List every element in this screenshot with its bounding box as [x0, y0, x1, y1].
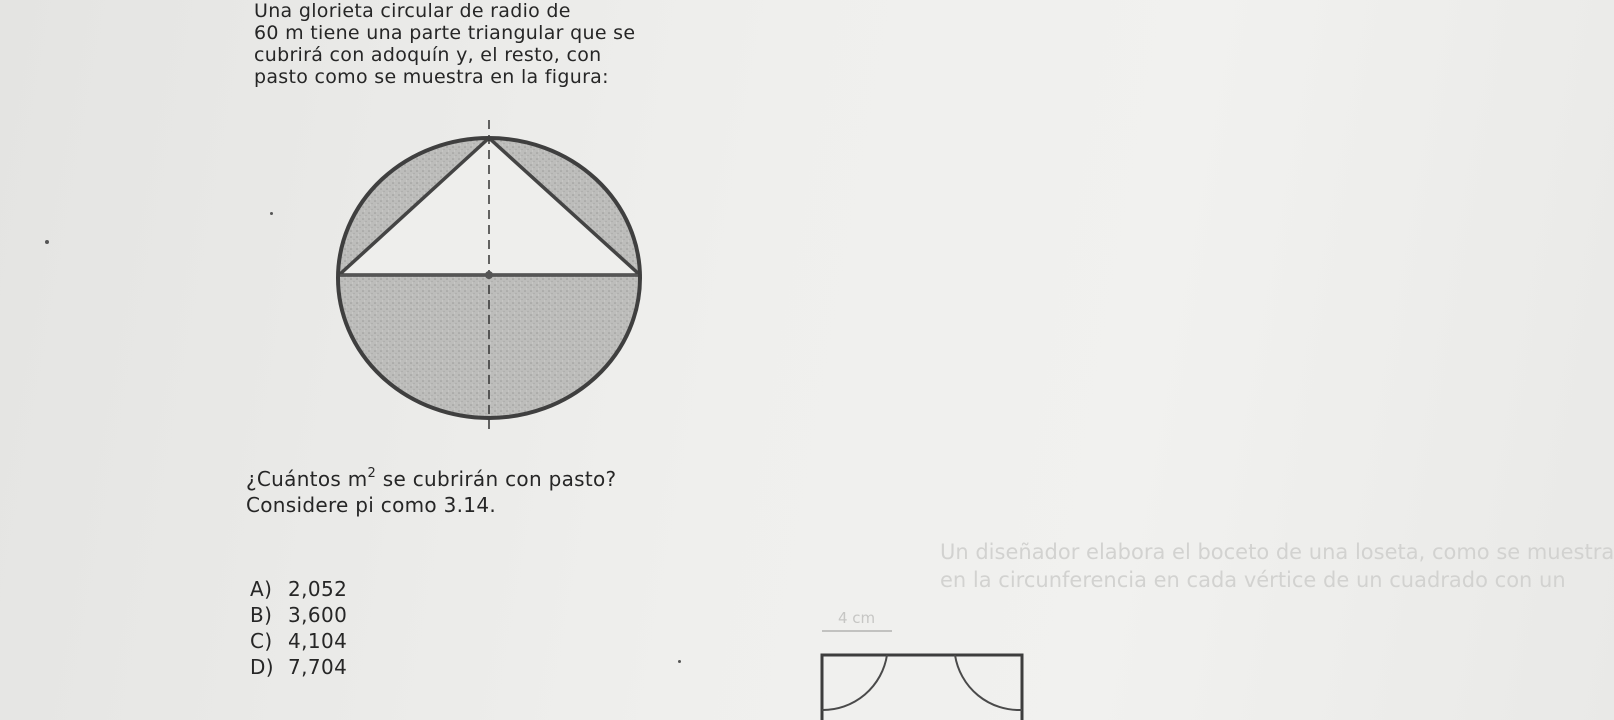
bleed-label: 4 cm [838, 609, 876, 627]
problem-line-1: Una glorieta circular de radio de [254, 0, 571, 22]
option-value: 3,600 [288, 603, 348, 627]
option-a[interactable] [250, 576, 347, 602]
question-text-start: ¿Cuántos m [246, 467, 368, 491]
bleed-line-2: en la circunferencia en cada vértice de un cuadrado con un [940, 568, 1566, 592]
option-d[interactable] [250, 654, 347, 680]
question [246, 466, 616, 518]
option-letter: A) [250, 577, 273, 601]
exponent: 2 [367, 466, 377, 481]
option-letter: C) [250, 629, 273, 653]
scan-speck [678, 660, 681, 663]
problem-line-4: pasto como se muestra en la figura: [254, 66, 609, 88]
center-point [485, 271, 493, 279]
option-b[interactable] [250, 602, 347, 628]
option-c[interactable] [250, 628, 347, 654]
bleed-through-figure [800, 605, 1040, 720]
problem-line-3: cubrirá con adoquín y, el resto, con [254, 44, 602, 66]
question-line-1 [246, 466, 616, 492]
answer-options [250, 576, 347, 680]
bleed-line-1: Un diseñador elabora el boceto de una loseta, como se muestra [940, 540, 1614, 564]
option-value: 7,704 [288, 655, 348, 679]
option-letter: B) [250, 603, 273, 627]
question-line-2: Considere pi como 3.14. [246, 493, 497, 517]
roundabout-figure [320, 110, 660, 440]
problem-statement [254, 0, 724, 88]
option-letter: D) [250, 655, 275, 679]
question-text-end: se cubrirán con pasto? [376, 467, 617, 491]
bleed-through-text [940, 538, 1614, 594]
scan-speck [45, 240, 49, 244]
option-value: 4,104 [288, 629, 348, 653]
problem-line-2: 60 m tiene una parte triangular que se [254, 22, 636, 44]
option-value: 2,052 [288, 577, 348, 601]
scan-speck [270, 212, 273, 215]
